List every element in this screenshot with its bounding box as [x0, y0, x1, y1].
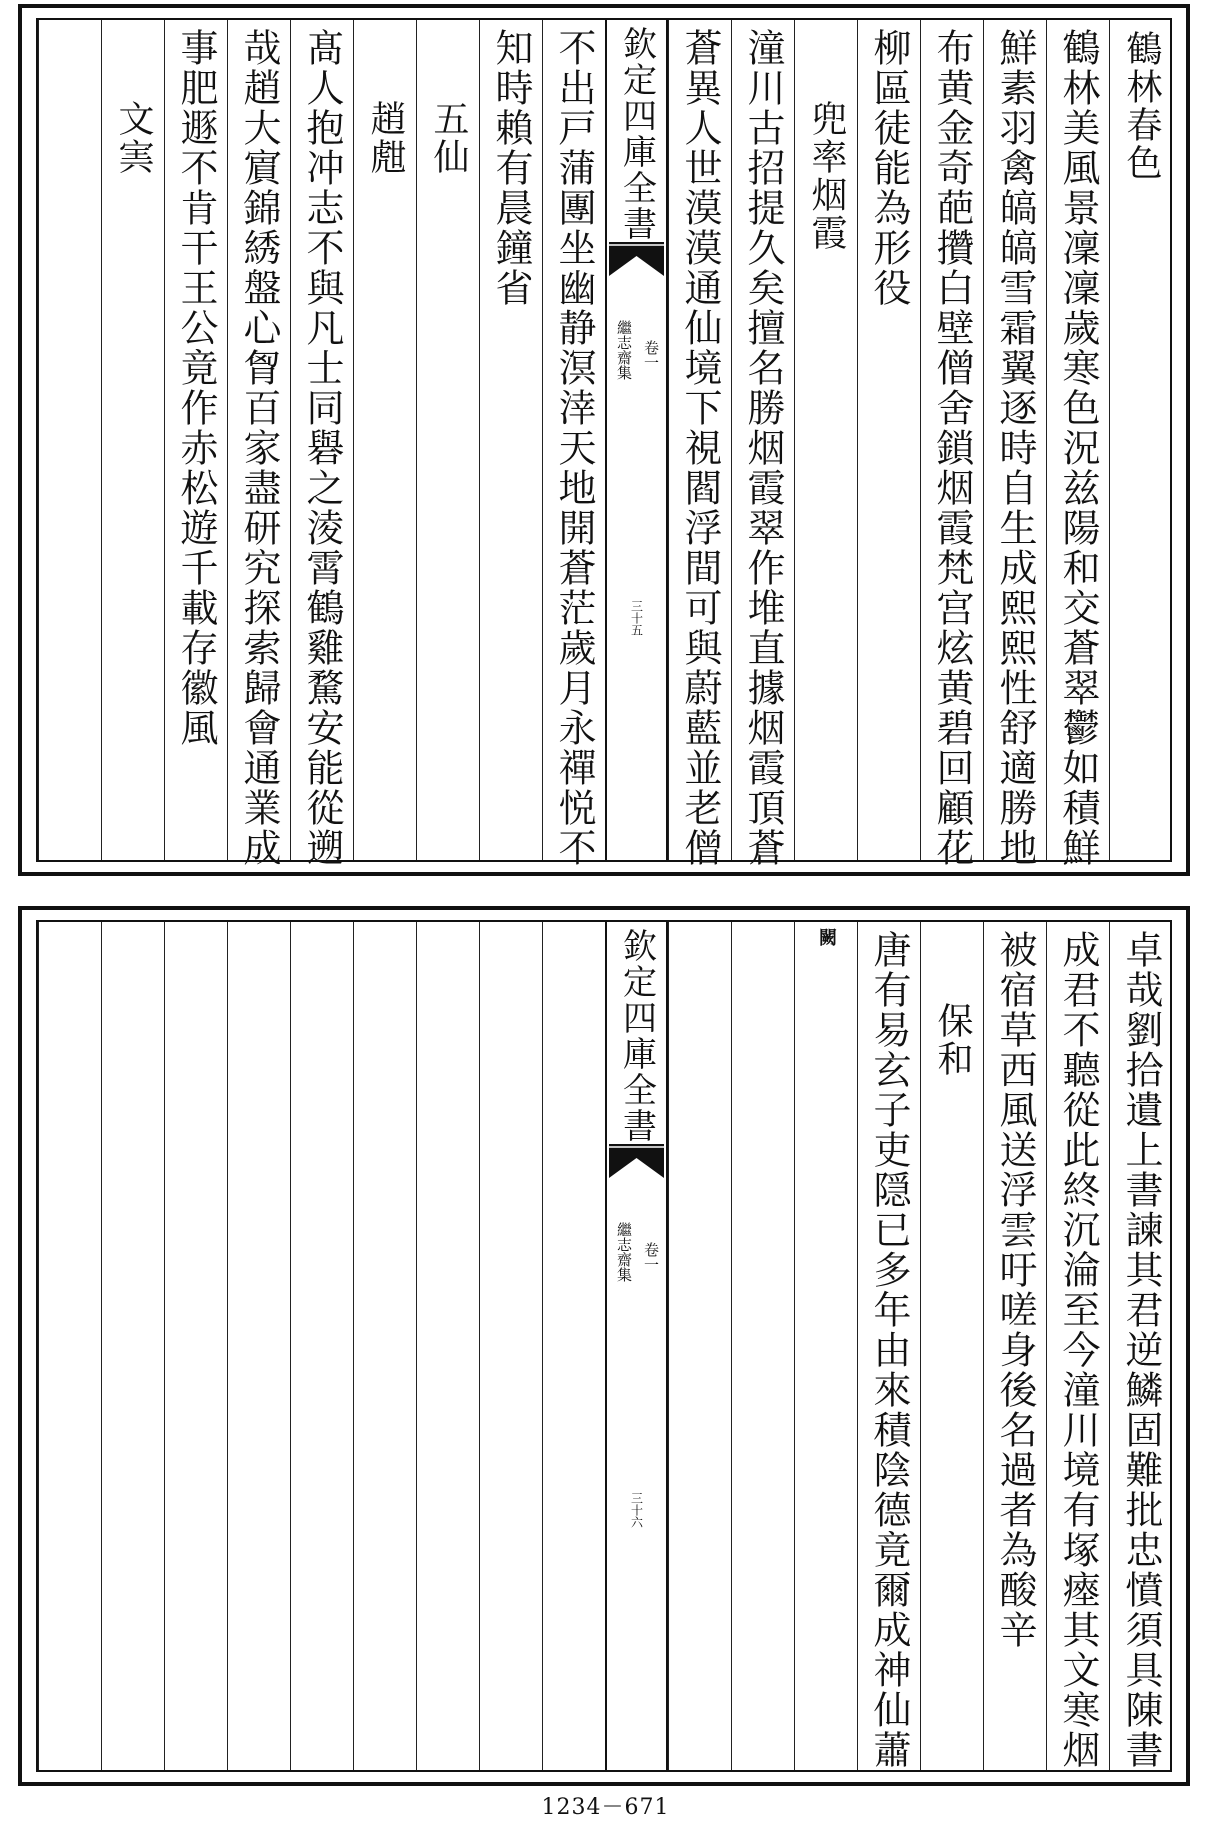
column-text: 柳區徒能為形役 — [867, 28, 911, 308]
poem-title: 鶴林春色 — [1121, 30, 1162, 182]
text-column — [290, 20, 353, 868]
text-column — [731, 20, 794, 868]
column-text: 事肥遯不肯干王公竟作赤松遊千載存徽風 — [174, 28, 218, 748]
fish-tail-mark — [609, 1144, 664, 1178]
book-title: 欽定四庫全書 — [616, 928, 657, 1144]
text-column — [290, 922, 353, 1770]
column-text: 哉趙大賔錦綉盤心胷百家盡研究探索歸會通業成 — [237, 28, 281, 868]
poem-title-column — [794, 20, 857, 860]
column-text: 被宿草西風送浮雲吁嗟身後名過者為酸辛 — [993, 930, 1037, 1650]
text-column — [542, 20, 605, 868]
text-column — [164, 922, 227, 1770]
page-number: 1234－671 — [541, 1795, 670, 1820]
poem-title: 保和 — [932, 1002, 973, 1078]
poem-title: 五仙 — [428, 100, 469, 176]
poem-title-column — [1109, 20, 1172, 860]
text-column — [983, 20, 1046, 868]
column-text: 知時賴有晨鐘省 — [489, 28, 533, 308]
column-text: 成君不聽從此終沉淪至今潼川境有塚瘞其文寒烟 — [1056, 930, 1100, 1770]
poem-title-column — [101, 20, 164, 860]
poem-title-column — [416, 20, 479, 860]
fish-tail-mark — [609, 242, 664, 276]
text-column — [353, 922, 416, 1770]
folio-number: 三十五 — [629, 600, 644, 636]
text-column — [857, 20, 920, 860]
text-column — [101, 922, 164, 1770]
text-column — [542, 922, 605, 1770]
volume-label: 卷一 — [642, 340, 660, 370]
collection-title: 繼志齋集 — [615, 320, 633, 380]
text-column — [227, 20, 290, 868]
center-column — [605, 20, 668, 860]
column-text: 蒼異人世漠漠通仙境下視閻浮間可與蔚藍並老僧 — [678, 28, 722, 868]
poem-title: 趙甝 — [365, 100, 406, 176]
text-column — [794, 922, 857, 1770]
text-column — [38, 20, 101, 860]
poem-title-column — [353, 20, 416, 860]
text-column — [1046, 20, 1109, 868]
text-column — [668, 922, 731, 1770]
text-column — [38, 922, 101, 1770]
center-column — [605, 922, 668, 1770]
text-column — [920, 20, 983, 868]
column-text: 鶴林美風景凜凜歲寒色況兹陽和交蒼翠鬱如積鮮 — [1056, 28, 1100, 868]
column-text: 鮮素羽禽皜皜雪霜翼逐時自生成熙熙性舒適勝地 — [993, 28, 1037, 868]
lacuna-mark: 闕 — [816, 928, 837, 946]
text-column — [1109, 922, 1172, 1770]
page-lower — [18, 906, 1190, 1786]
page-upper — [18, 4, 1190, 876]
text-column — [227, 922, 290, 1770]
column-text: 布黄金奇葩攢白壁僧舍鎖烟霞梵宫炫黄碧回顧花 — [930, 28, 974, 868]
collection-title: 繼志齋集 — [615, 1222, 633, 1282]
column-text: 髙人抱冲志不與凡士同礜之淩霄鶴雞騖安能從遡 — [300, 28, 344, 868]
column-text: 潼川古招提久矣擅名勝烟霞翠作堆直據烟霞頂蒼 — [741, 28, 785, 868]
text-column — [479, 20, 542, 860]
column-text: 唐有易玄子吏隠已多年由來積陰德竟爾成神仙蕭 — [867, 930, 911, 1770]
text-column — [857, 922, 920, 1770]
book-title: 欽定四庫全書 — [616, 26, 657, 242]
text-column — [479, 922, 542, 1770]
text-column — [416, 922, 479, 1770]
column-text: 不出戸蒲團坐幽静溟涬天地開蒼茫歲月永禪悦不 — [552, 28, 596, 868]
volume-label: 卷一 — [642, 1242, 660, 1272]
text-column — [668, 20, 731, 868]
poem-title: 兜率烟霞 — [806, 100, 847, 252]
poem-title-column — [920, 922, 983, 1770]
poem-title: 文㝙 — [113, 100, 154, 176]
text-column — [731, 922, 794, 1770]
folio-number: 三十六 — [629, 1492, 644, 1528]
text-column — [983, 922, 1046, 1770]
page-frame — [36, 18, 1172, 868]
page-frame — [36, 920, 1172, 1772]
text-column — [1046, 922, 1109, 1770]
text-column — [164, 20, 227, 860]
column-text: 卓哉劉拾遺上書諫其君逆鱗固難批忠憤須具陳書 — [1119, 930, 1163, 1770]
